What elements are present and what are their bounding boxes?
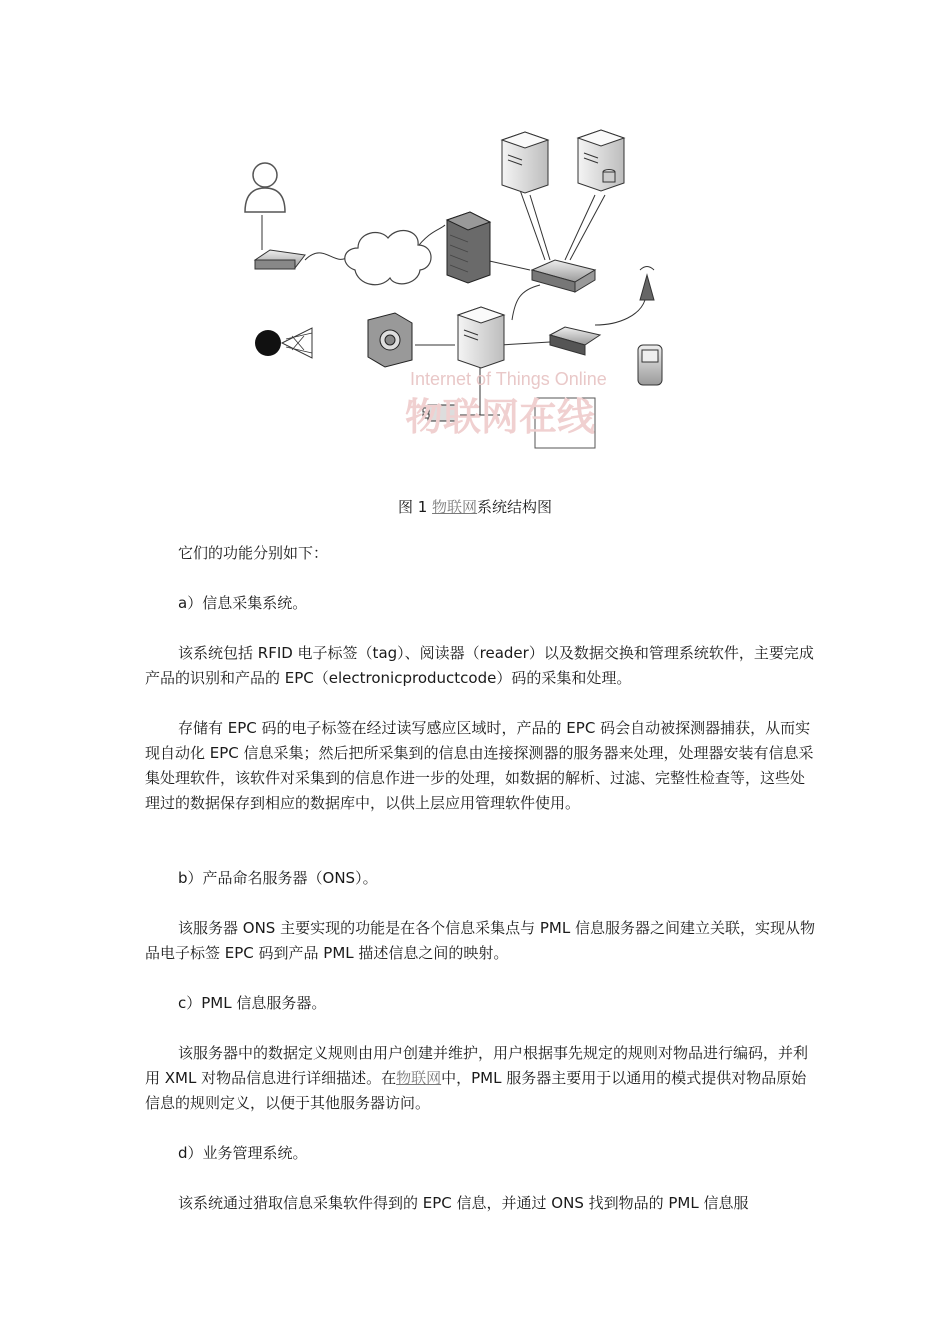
section-a-paragraph-1: 该系统包括 RFID 电子标签（tag）、阅读器（reader）以及数据交换和管理系统软件，主要完成产品的识别和产品的 EPC（electronicproductcode）码的采集和处理。 xyxy=(145,644,814,687)
firewall-icon xyxy=(447,212,490,283)
figure-caption xyxy=(0,497,950,517)
section-b-heading: b）产品命名服务器（ONS）。 xyxy=(178,869,378,887)
user-person-icon xyxy=(245,163,285,212)
section-c-text-pre: 该服务器中的数据定义规则由用户创建并维护，用户根据事先规定的规则对物品进行编码，并利用 XML 对物品信息进行详细描述。在 xyxy=(145,1044,809,1087)
section-a-heading: a）信息采集系统。 xyxy=(178,594,308,612)
watermark-english: Internet of Things Online xyxy=(410,369,607,389)
network-switch-icon xyxy=(532,260,595,292)
rfid-tag-icon xyxy=(255,328,312,358)
network-diagram-figure xyxy=(240,120,680,455)
section-b-paragraph-1: 该服务器 ONS 主要实现的功能是在各个信息采集点与 PML 信息服务器之间建立关联，实现从物品电子标签 EPC 码到产品 PML 描述信息之间的映射。 xyxy=(145,919,815,962)
intro-text: 它们的功能分别如下： xyxy=(178,544,329,562)
wireless-antenna-icon xyxy=(640,267,654,301)
internet-cloud-icon xyxy=(345,231,431,285)
section-a-paragraph-2: 存储有 EPC 码的电子标签在经过读写感应区域时，产品的 EPC 码会自动被探测器捕获，从而实现自动化 EPC 信息采集；然后把所采集到的信息由连接探测器的服务器来处理，处理器安装有信息采集处理软件，该软件对采集到的信息作进一步的处理，如数据的解析、过滤、完整性检查等，这些处理过的数据保存到相应的数据库中，以供上层应用管理软件使用。 xyxy=(145,719,814,812)
watermark-chinese: 物联网在线 xyxy=(405,395,596,439)
caption-suffix: 系统结构图 xyxy=(477,498,553,516)
section-c-paragraph-1 xyxy=(145,1041,815,1116)
caption-link-iot[interactable]: 物联网 xyxy=(432,498,478,516)
mobile-phone-icon xyxy=(638,345,662,385)
section-d-paragraph-1: 该系统通过猎取信息采集软件得到的 EPC 信息，并通过 ONS 找到物品的 PML 信息服 xyxy=(178,1194,749,1212)
router-device-icon xyxy=(255,250,305,269)
section-c-heading: c）PML 信息服务器。 xyxy=(178,994,327,1012)
section-c-text-post: 中，PML 服务器主要用于以通用的模式提供对物品原始信息的规则定义，以便于其他服务器访问。 xyxy=(145,1069,807,1112)
section-d-heading: d）业务管理系统。 xyxy=(178,1144,308,1162)
reader-device-icon xyxy=(550,327,600,355)
server-top-left-icon xyxy=(502,132,548,193)
section-c-link-iot[interactable]: 物联网 xyxy=(396,1069,442,1087)
server-center-icon xyxy=(458,307,504,368)
network-diagram xyxy=(240,120,680,455)
server-top-right-database-icon xyxy=(578,130,624,191)
rfid-reader-icon xyxy=(368,313,412,367)
caption-prefix: 图 1 xyxy=(397,498,433,516)
